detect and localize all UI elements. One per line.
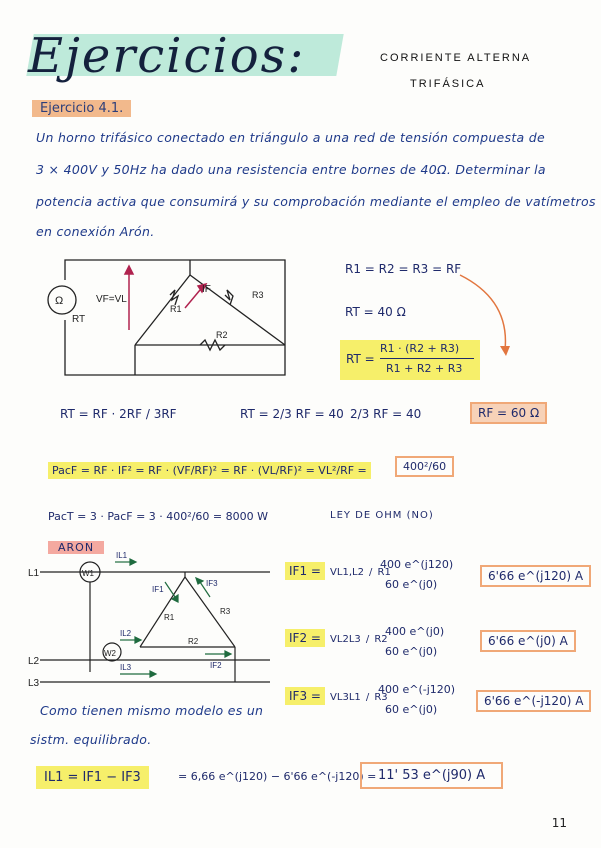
equal-resistances: R1 = R2 = R3 = RF — [345, 262, 462, 276]
if2-result: 6'66 e^(j0) A — [480, 630, 576, 652]
pacf-result: 400²/60 — [395, 456, 454, 477]
if1-den: R1 — [377, 567, 391, 578]
if2-den: R2 — [374, 634, 388, 645]
statement-line-4: en conexión Arón. — [36, 224, 155, 239]
ohm-note: LEY DE OHM (NO) — [330, 510, 434, 521]
r2-aron-label: R2 — [188, 637, 199, 646]
current-eq-1: IF1 = VL1,L2 / R1 — [285, 560, 391, 579]
aron-label: ARON — [48, 541, 104, 554]
arrow-curve — [440, 270, 520, 360]
page-title: Ejercicios: — [28, 28, 306, 84]
r3-aron-label: R3 — [220, 607, 231, 616]
if3-mid-num: 400 e^(-j120) — [378, 683, 456, 696]
derivation-step-3: 2/3 RF = 40 — [350, 407, 422, 421]
w1-label: W1 — [82, 569, 94, 578]
note-line-2: sistm. equilibrado. — [30, 732, 152, 747]
subtitle-line2: TRIFÁSICA — [410, 78, 486, 90]
ohmmeter-symbol: Ω — [55, 295, 64, 307]
current-eq-3: IF3 = VL3L1 / R3 — [285, 685, 388, 704]
if1-mid-den: 60 e^(j0) — [385, 578, 438, 591]
derivation-step-1: RT = RF · 2RF / 3RF — [60, 407, 177, 421]
if3-mid-den: 60 e^(j0) — [385, 703, 438, 716]
if2-label: IF2 — [210, 661, 222, 670]
pact-formula: PacT = 3 · PacF = 3 · 400²/60 = 8000 W — [48, 510, 268, 523]
rt-formula-den: R1 + R2 + R3 — [386, 362, 463, 375]
statement-line-2: 3 × 400V y 50Hz ha dado una resistencia entre bornes de 40Ω. Determinar la — [36, 162, 546, 177]
current-eq-2: IF2 = VL2L3 / R2 — [285, 627, 388, 646]
if2-ratio: VL2L3 — [330, 634, 361, 645]
if1-result: 6'66 e^(j120) A — [480, 565, 591, 587]
if3-den: R3 — [374, 692, 388, 703]
rt-formula-num: R1 · (R2 + R3) — [380, 342, 460, 355]
il3-label: IL3 — [120, 663, 132, 672]
if2-lhs: IF2 = — [285, 629, 325, 647]
if2-mid-num: 400 e^(j0) — [385, 625, 445, 638]
if2-mid-den: 60 e^(j0) — [385, 645, 438, 658]
final-mid: = 6,66 e^(j120) − 6'66 e^(-j120) = — [178, 770, 377, 783]
r1-label: R1 — [170, 304, 182, 314]
vf-label: VF=VL — [96, 294, 127, 305]
l1-label: L1 — [28, 568, 40, 579]
derivation-step-2: RT = 2/3 RF = 40 — [240, 407, 344, 421]
if3-result: 6'66 e^(-j120) A — [476, 690, 591, 712]
if1-mid-num: 400 e^(j120) — [380, 558, 454, 571]
rt-formula-lhs: RT = — [346, 352, 375, 366]
if3-ratio: VL3L1 — [330, 692, 361, 703]
statement-line-3: potencia activa que consumirá y su comprobación mediante el empleo de vatímetros — [36, 194, 596, 209]
statement-line-1: Un horno trifásico conectado en triángulo a una red de tensión compuesta de — [36, 130, 546, 145]
r1-aron-label: R1 — [164, 613, 175, 622]
pacf-formula: PacF = RF · IF² = RF · (VF/RF)² = RF · (VL/RF)² = VL²/RF = — [48, 462, 371, 479]
delta-circuit-diagram — [40, 250, 300, 380]
l3-label: L3 — [28, 678, 40, 689]
il2-label: IL2 — [120, 629, 132, 638]
if1-label: IF1 — [152, 585, 164, 594]
page-number: 11 — [551, 816, 567, 830]
rt-label: RT — [72, 314, 86, 325]
final-result: 11' 53 e^(j90) A — [360, 762, 503, 789]
rt-value: RT = 40 Ω — [345, 305, 406, 319]
if1-lhs: IF1 = — [285, 562, 325, 580]
if3-lhs: IF3 = — [285, 687, 325, 705]
subtitle-line1: CORRIENTE ALTERNA — [380, 52, 532, 64]
exercise-label: Ejercicio 4.1. — [32, 100, 131, 117]
r3-label: R3 — [252, 290, 264, 300]
r2-label: R2 — [216, 330, 228, 340]
w2-label: W2 — [104, 649, 116, 658]
rf-result: RF = 60 Ω — [470, 402, 547, 424]
if3-label: IF3 — [206, 579, 218, 588]
note-line-1: Como tienen mismo modelo es un — [40, 703, 264, 718]
if1-ratio: VL1,L2 — [330, 567, 364, 578]
aron-circuit-diagram — [20, 552, 280, 692]
il1-label: IL1 — [116, 552, 128, 560]
l2-label: L2 — [28, 656, 40, 667]
if-label: IF — [202, 284, 211, 295]
final-lhs: IL1 = IF1 − IF3 — [36, 766, 149, 789]
